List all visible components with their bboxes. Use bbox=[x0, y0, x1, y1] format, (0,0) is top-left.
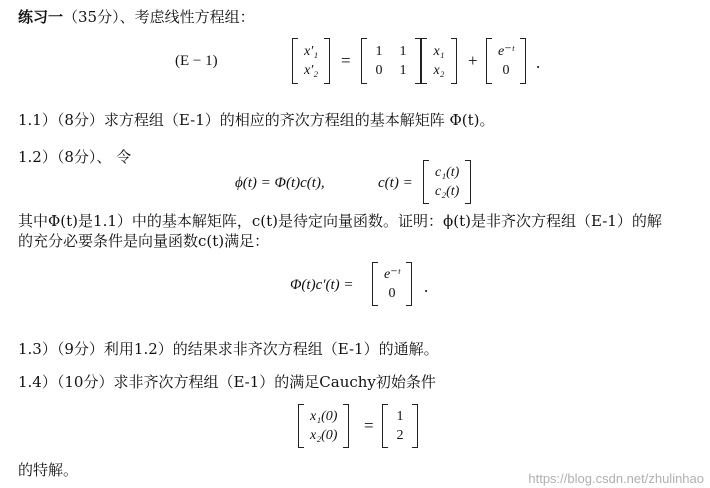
question-1-1: 1.1）（8分）求方程组（E-1）的相应的齐次方程组的基本解矩阵 Φ(t)。 bbox=[18, 111, 495, 129]
question-1-4: 1.4）（10分）求非齐次方程组（E-1）的满足Cauchy初始条件 bbox=[18, 373, 436, 391]
initial-entry: x₂(0) bbox=[310, 428, 338, 443]
state-vector bbox=[421, 38, 457, 84]
initial-value: 1 bbox=[396, 409, 404, 424]
exercise-heading bbox=[18, 7, 255, 27]
lhs-derivative-vector bbox=[292, 38, 330, 84]
forcing-entry: 0 bbox=[502, 63, 510, 78]
c-entry: c₂(t) bbox=[435, 184, 460, 199]
c-entry: c₁(t) bbox=[435, 165, 460, 180]
question-1-2-line2: 的充分必要条件是向量函数c(t)满足： bbox=[18, 232, 270, 250]
equals-sign: = bbox=[341, 51, 351, 70]
state-entry: x₂ bbox=[433, 63, 445, 78]
phi-definition: ϕ(t) = Φ(t)c(t), bbox=[235, 175, 325, 191]
exercise-points: （35分）、考虑线性方程组： bbox=[63, 8, 255, 26]
coefficient-matrix bbox=[361, 38, 421, 84]
lhs-entry: x′₂ bbox=[304, 63, 319, 78]
question-1-4-tail: 的特解。 bbox=[18, 461, 79, 479]
matrix-entry: 1 bbox=[399, 44, 407, 59]
state-entry: x₁ bbox=[433, 44, 445, 59]
question-1-3: 1.3）（9分）利用1.2）的结果求非齐次方程组（E-1）的通解。 bbox=[18, 340, 439, 358]
question-1-2-head: 1.2）（8分）、 令 bbox=[18, 148, 132, 166]
condition-entry: e⁻ᵗ bbox=[384, 267, 400, 282]
matrix-entry: 0 bbox=[375, 63, 383, 78]
condition-lhs: Φ(t)c′(t) = bbox=[290, 277, 354, 293]
equals-sign: = bbox=[364, 416, 374, 435]
matrix-entry: 1 bbox=[399, 63, 407, 78]
initial-condition-values bbox=[382, 404, 418, 448]
watermark: https://blog.csdn.net/zhulinhao bbox=[528, 471, 704, 486]
period: . bbox=[536, 53, 541, 72]
initial-value: 2 bbox=[396, 428, 404, 443]
c-vector bbox=[423, 160, 471, 204]
forcing-entry: e⁻ᵗ bbox=[498, 44, 514, 59]
equation-label: (E − 1) bbox=[175, 53, 218, 69]
period: . bbox=[424, 277, 429, 296]
initial-entry: x₁(0) bbox=[310, 409, 338, 424]
condition-entry: 0 bbox=[388, 286, 396, 301]
lhs-entry: x′₁ bbox=[304, 44, 319, 59]
matrix-entry: 1 bbox=[375, 44, 383, 59]
question-1-2-line1: 其中Φ(t)是1.1）中的基本解矩阵，c(t)是待定向量函数。证明：ϕ(t)是非齐次方程组（E-1）的解 bbox=[18, 212, 662, 230]
condition-vector bbox=[372, 262, 412, 306]
exercise-title: 练习一 bbox=[18, 8, 64, 26]
initial-value-vector bbox=[298, 404, 349, 448]
c-vector-label: c(t) = bbox=[378, 175, 413, 191]
plus-sign: + bbox=[468, 51, 478, 70]
forcing-vector bbox=[486, 38, 526, 84]
